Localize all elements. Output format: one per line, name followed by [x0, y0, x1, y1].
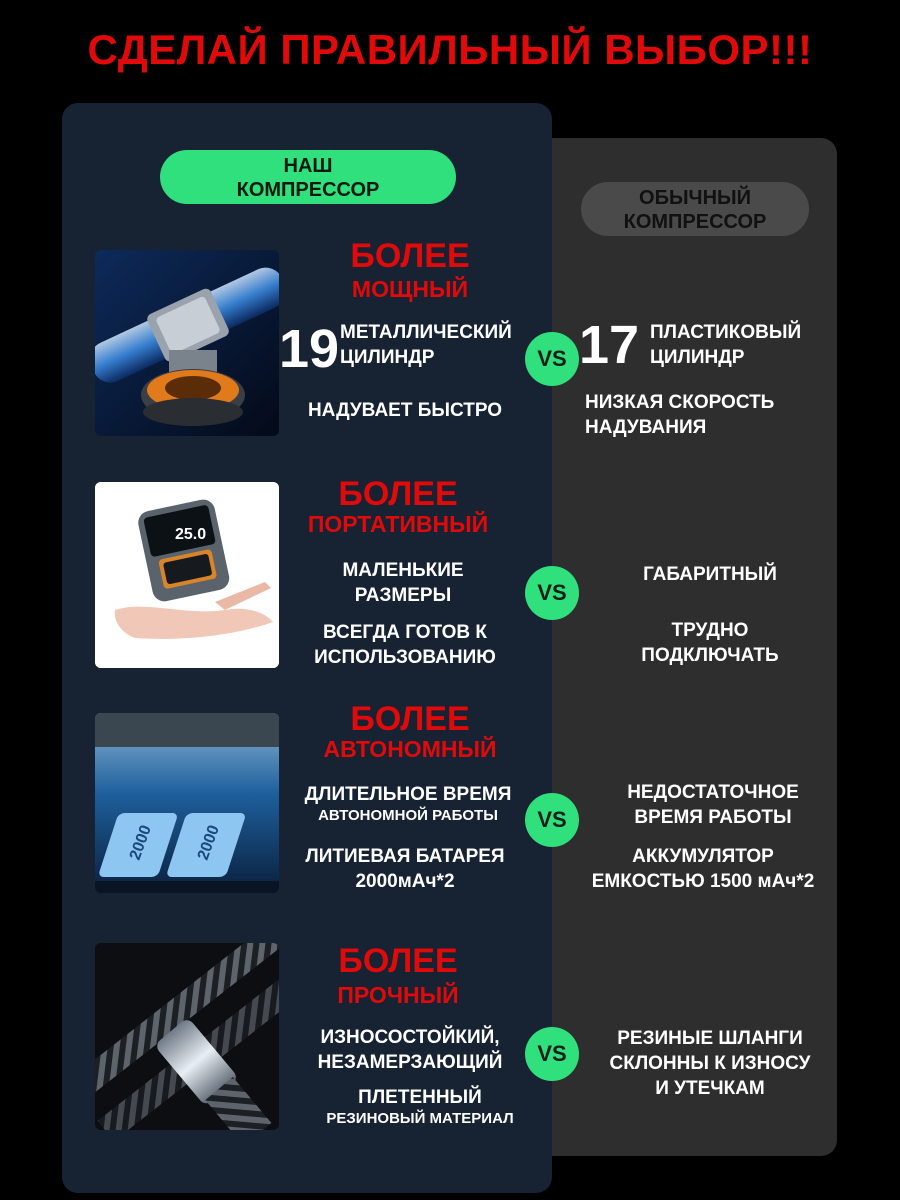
motor-cylinder-image: [95, 250, 279, 436]
ours-lithium-battery: ЛИТИЕВАЯ БАТАРЕЯ 2000мАч*2: [305, 846, 505, 892]
ours-cylinder-type: МЕТАЛЛИЧЕСКИЙ ЦИЛИНДР: [340, 322, 512, 368]
other-bulky: ГАБАРИТНЫЙ: [643, 564, 777, 585]
row4-subtitle: ПРОЧНЫЙ: [337, 982, 459, 1008]
row4-title: БОЛЕЕ: [338, 942, 458, 980]
svg-text:2000: 2000: [194, 823, 223, 863]
other-cylinder-count: 17: [578, 315, 640, 375]
ours-cylinder-count: 19: [278, 319, 340, 379]
other-battery-capacity: АККУМУЛЯТОР ЕМКОСТЬЮ 1500 мАч*2: [591, 846, 815, 892]
row1-title: БОЛЕЕ: [350, 237, 470, 275]
vs-badge: VS: [525, 332, 579, 386]
other-cylinder-type: ПЛАСТИКОВЫЙ ЦИЛИНДР: [650, 322, 802, 368]
ours-inflates-fast: НАДУВАЕТ БЫСТРО: [307, 400, 503, 421]
braided-hose-image: [95, 943, 279, 1130]
compressor-in-hand-image: [95, 482, 279, 668]
other-short-runtime: НЕДОСТАТОЧНОЕ ВРЕМЯ РАБОТЫ: [627, 782, 799, 828]
ours-wear-resistant: ИЗНОСОСТОЙКИЙ, НЕЗАМЕРЗАЮЩИЙ: [317, 1027, 503, 1073]
svg-text:25.0: 25.0: [175, 526, 207, 543]
ours-braided-material: ПЛЕТЕННЫЙ РЕЗИНОВЫЙ МАТЕРИАЛ: [326, 1087, 514, 1127]
vs-badge: VS: [525, 566, 579, 620]
our-compressor-label: НАШ КОМПРЕССОР: [160, 150, 456, 204]
ordinary-compressor-label: ОБЫЧНЫЙ КОМПРЕССОР: [581, 182, 809, 236]
row3-subtitle: АВТОНОМНЫЙ: [323, 736, 497, 762]
vs-badge: VS: [525, 793, 579, 847]
svg-text:2000: 2000: [126, 823, 155, 863]
row2-title: БОЛЕЕ: [338, 475, 458, 513]
ours-long-runtime: ДЛИТЕЛЬНОЕ ВРЕМЯ АВТОНОМНОЙ РАБОТЫ: [304, 784, 512, 824]
other-slow-inflate: НИЗКАЯ СКОРОСТЬ НАДУВАНИЯ: [585, 392, 775, 438]
other-rubber-hoses: РЕЗИНЫЕ ШЛАНГИ СКЛОННЫ К ИЗНОСУ И УТЕЧКАМ: [609, 1028, 811, 1099]
other-hard-to-connect: ТРУДНО ПОДКЛЮЧАТЬ: [641, 620, 779, 666]
battery-image: [95, 713, 279, 893]
row2-subtitle: ПОРТАТИВНЫЙ: [307, 511, 489, 537]
ours-always-ready: ВСЕГДА ГОТОВ К ИСПОЛЬЗОВАНИЮ: [314, 622, 496, 668]
row1-subtitle: МОЩНЫЙ: [351, 276, 469, 302]
headline: СДЕЛАЙ ПРАВИЛЬНЫЙ ВЫБОР!!!: [87, 26, 813, 73]
row3-title: БОЛЕЕ: [350, 700, 470, 738]
ours-small-size: МАЛЕНЬКИЕ РАЗМЕРЫ: [342, 560, 464, 606]
vs-badge: VS: [525, 1027, 579, 1081]
